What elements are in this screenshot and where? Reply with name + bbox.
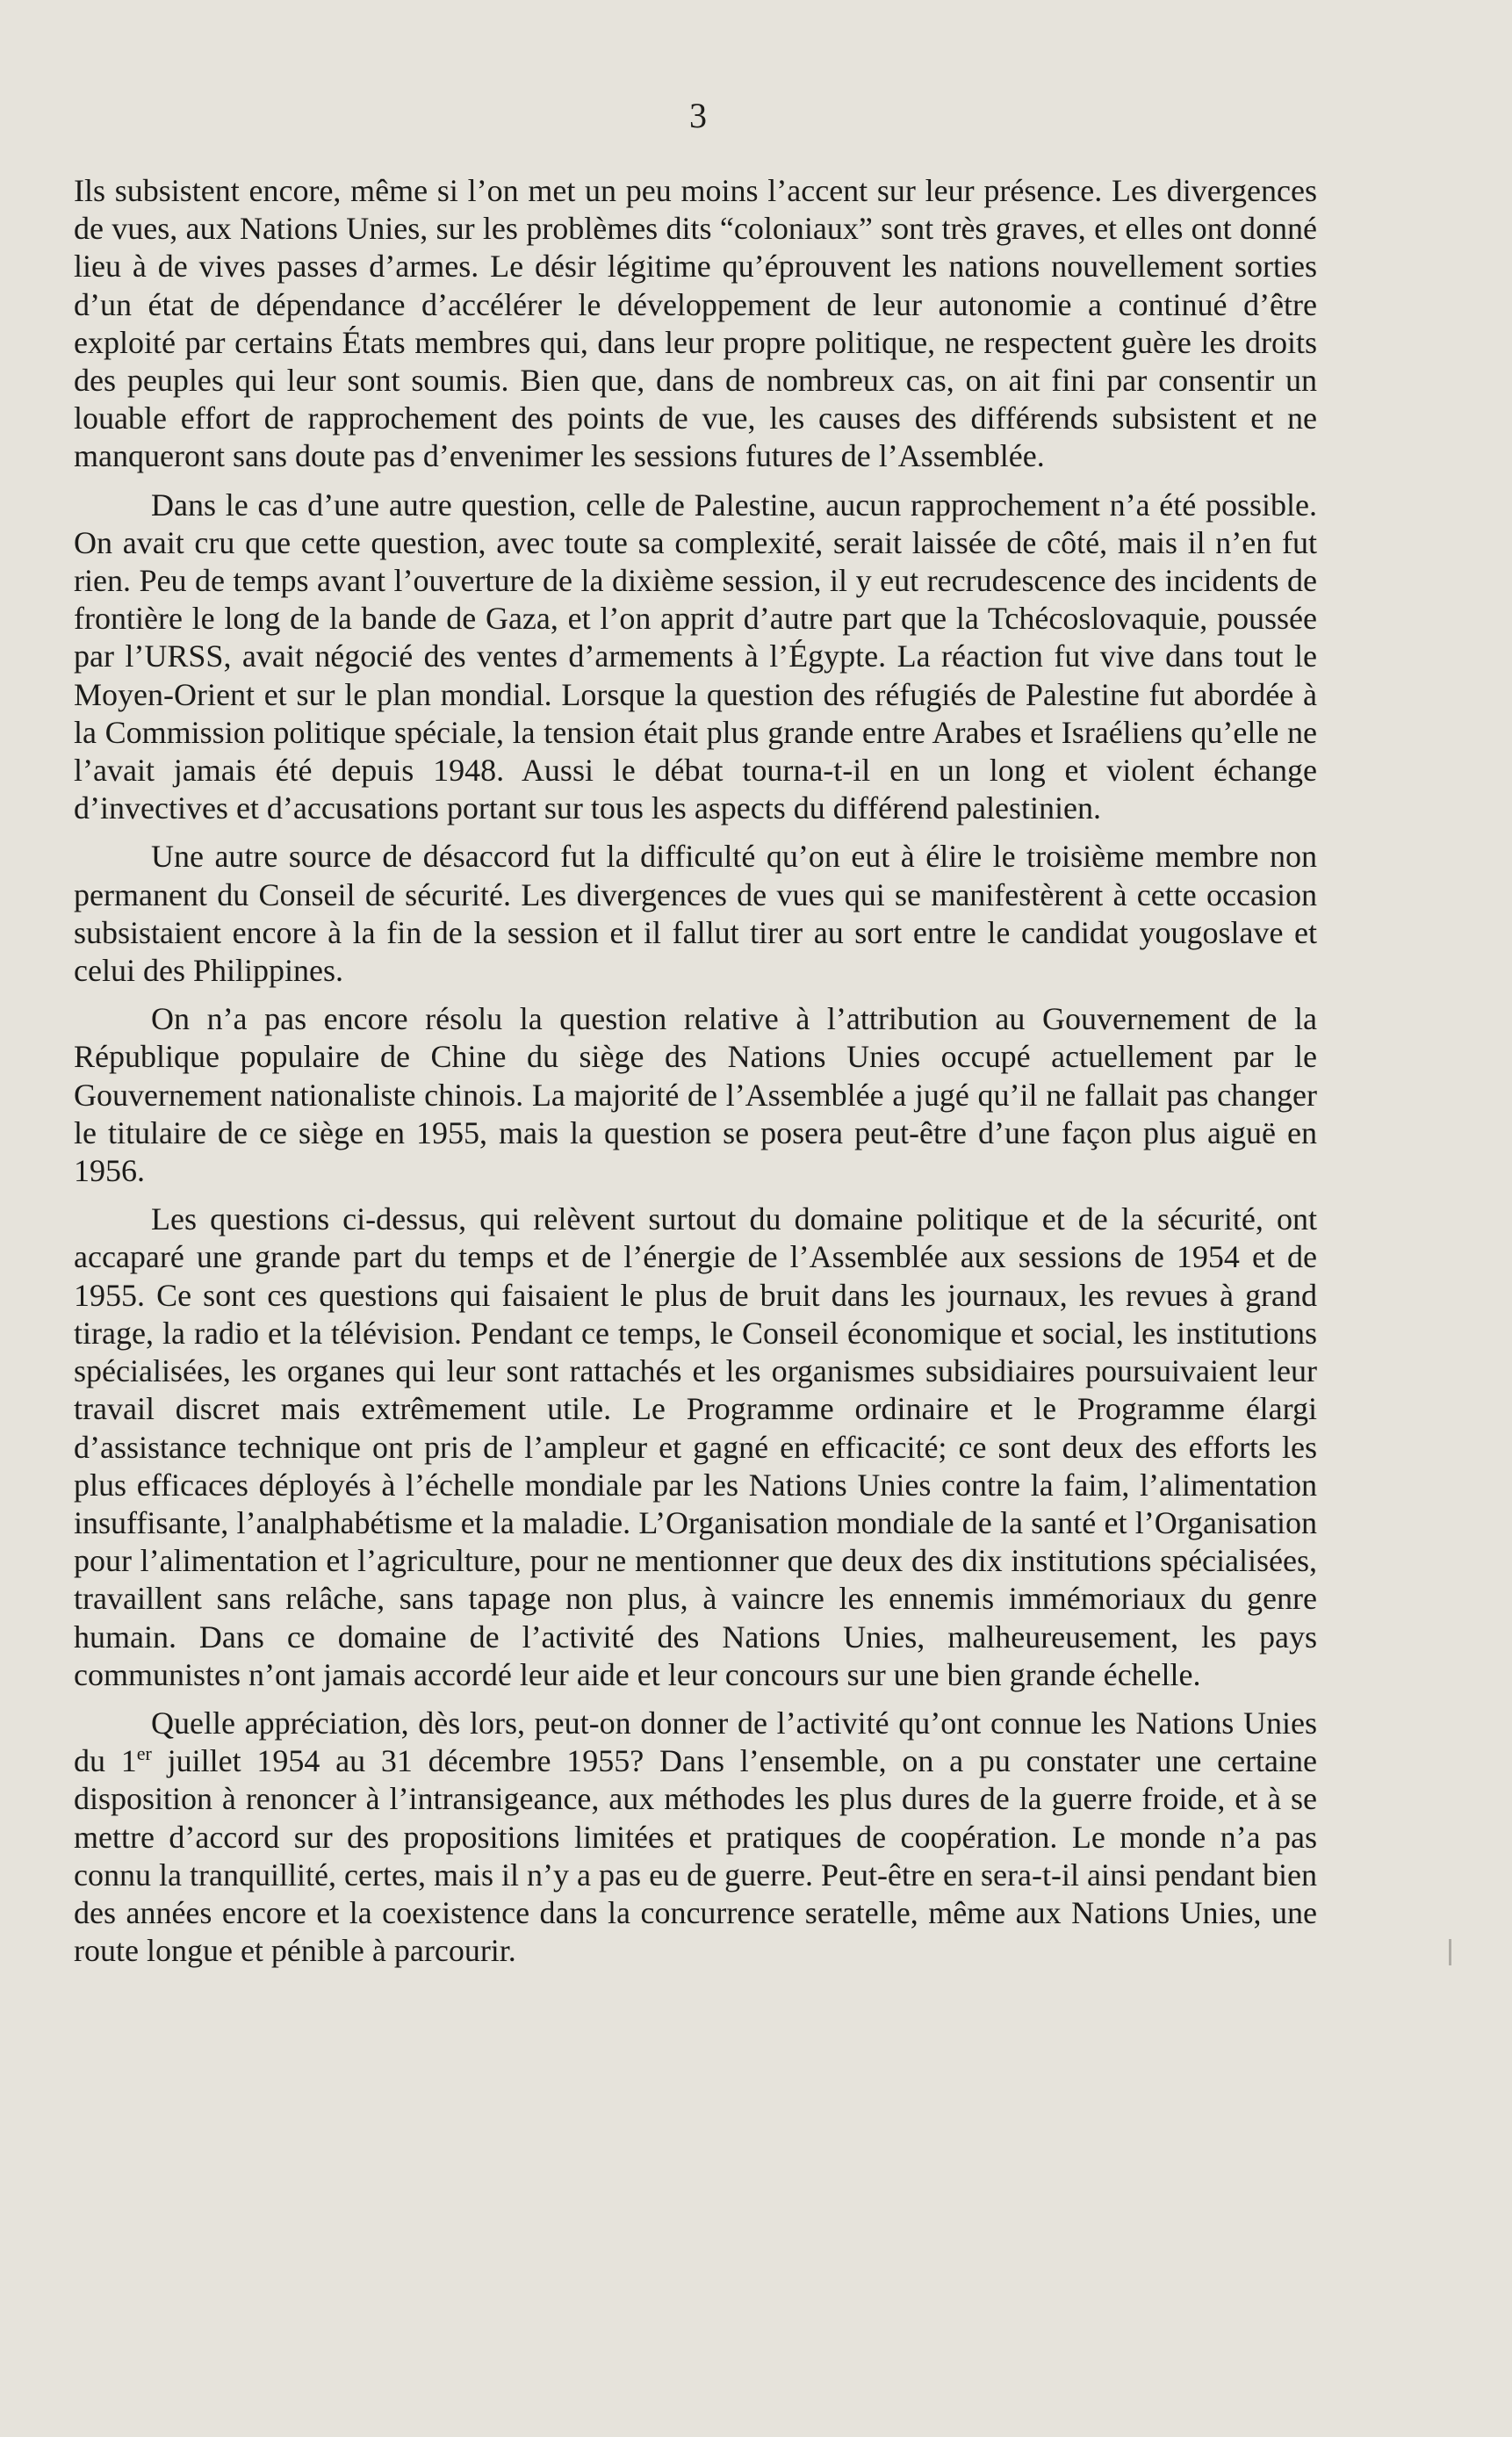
ordinal-superscript: er: [136, 1742, 152, 1765]
paragraph-appreciation: [74, 1705, 1317, 1970]
paragraph-security-council-election: Une autre source de désaccord fut la difficulté qu’on eut à élire le troisième membre non permanent du Conseil de sécurité. Les divergences de vues qui se manifestèrent à cette occasion subsistaient encore à la fin de la session et il fallut tirer au sort entre le candidat yougoslave et celui des Philippines.: [74, 839, 1317, 989]
paragraph-palestine: Dans le cas d’une autre question, celle de Palestine, aucun rapprochement n’a été possible. On avait cru que cette question, avec toute sa complexité, serait laissée de côté, mais il n’en fut rien. Peu de temps avant l’ouverture de la dixième session, il y eut recrudescence des incidents de frontière le long de la bande de Gaza, et l’on apprit d’autre part que la Tchécoslovaquie, poussée par l’URSS, avait négocié des ventes d’armements à l’Égypte. La réaction fut vive dans tout le Moyen-Orient et sur le plan mondial. Lorsque la question des réfugiés de Palestine fut abordée à la Commission politique spéciale, la tension était plus grande entre Arabes et Israéliens qu’elle ne l’avait jamais été depuis 1948. Aussi le débat tourna-t-il en un long et violent échange d’invectives et d’accusations portant sur tous les aspects du différend palestinien.: [74, 487, 1317, 826]
page-number: 3: [689, 96, 707, 135]
body-text: [74, 172, 1317, 1980]
paragraph-economic-social-work: Les questions ci-dessus, qui relèvent surtout du domaine politique et de la sécurité, ont accaparé une grande part du temps et de l’énergie de l’Assemblée aux sessions de 1954 et de 1955. Ce sont ces questions qui faisaient le plus de bruit dans les journaux, les revues à grand tirage, la radio et la télévision. Pendant ce temps, le Conseil économique et social, les institutions spécialisées, les organes qui leur sont rattachés et les organismes subsidiaires poursuivaient leur travail discret mais extrêmement utile. Le Programme ordinaire et le Programme élargi d’assistance technique ont pris de l’ampleur et gagné en efficacité; ce sont deux des efforts les plus efficaces déployés à l’échelle mondiale par les Nations Unies contre la faim, l’alimentation insuffisante, l’analphabétisme et la maladie. L’Organisation mondiale de la santé et l’Organisation pour l’alimentation et l’agriculture, pour ne mentionner que deux des dix institutions spécialisées, travaillent sans relâche, sans tapage non plus, à vaincre les ennemis immémoriaux du genre humain. Dans ce domaine de l’activité des Nations Unies, malheureusement, les pays communistes n’ont jamais accordé leur aide et leur concours sur une bien grande échelle.: [74, 1201, 1317, 1692]
paragraph-colonial-questions: Ils subsistent encore, même si l’on met un peu moins l’accent sur leur présence. Les divergences de vues, aux Nations Unies, sur les problèmes dits “coloniaux” sont très graves, et elles ont donné lieu à de vives passes d’armes. Le désir légitime qu’éprouvent les nations nouvellement sorties d’un état de dépendance d’accélérer le développement de leur autonomie a continué d’être exploité par certains États membres qui, dans leur propre politique, ne respectent guère les droits des peuples qui leur sont soumis. Bien que, dans de nombreux cas, on ait fini par consentir un louable effort de rapprochement des points de vue, les causes des différends subsistent et ne manqueront sans doute pas d’envenimer les sessions futures de l’Assemblée.: [74, 173, 1317, 474]
margin-mark: [1449, 1939, 1451, 1965]
appreciation-text-start: Quelle appréciation, dès lors, peut-on donner de l’activité qu’ont connue les Nations Unies du 1: [74, 1705, 1317, 1779]
paragraph-china-seat: On n’a pas encore résolu la question relative à l’attribution au Gouvernement de la République populaire de Chine du siège des Nations Unies occupé actuellement par le Gouvernement nationaliste chinois. La majorité de l’Assemblée a jugé qu’il ne fallait pas changer le titulaire de ce siège en 1955, mais la question se posera peut-être d’une façon plus aiguë en 1956.: [74, 1001, 1317, 1189]
appreciation-text-end: juillet 1954 au 31 décembre 1955? Dans l’ensemble, on a pu constater une certaine disposition à renoncer à l’intransigeance, aux méthodes les plus dures de la guerre froide, et à se mettre d’accord sur des propositions limitées et pratiques de coopération. Le monde n’a pas connu la tranquillité, certes, mais il n’y a pas eu de guerre. Peut-être en sera-t-il ainsi pendant bien des années encore et la coexistence dans la concurrence seratelle, même aux Nations Unies, une route longue et pénible à parcourir.: [74, 1743, 1318, 1969]
